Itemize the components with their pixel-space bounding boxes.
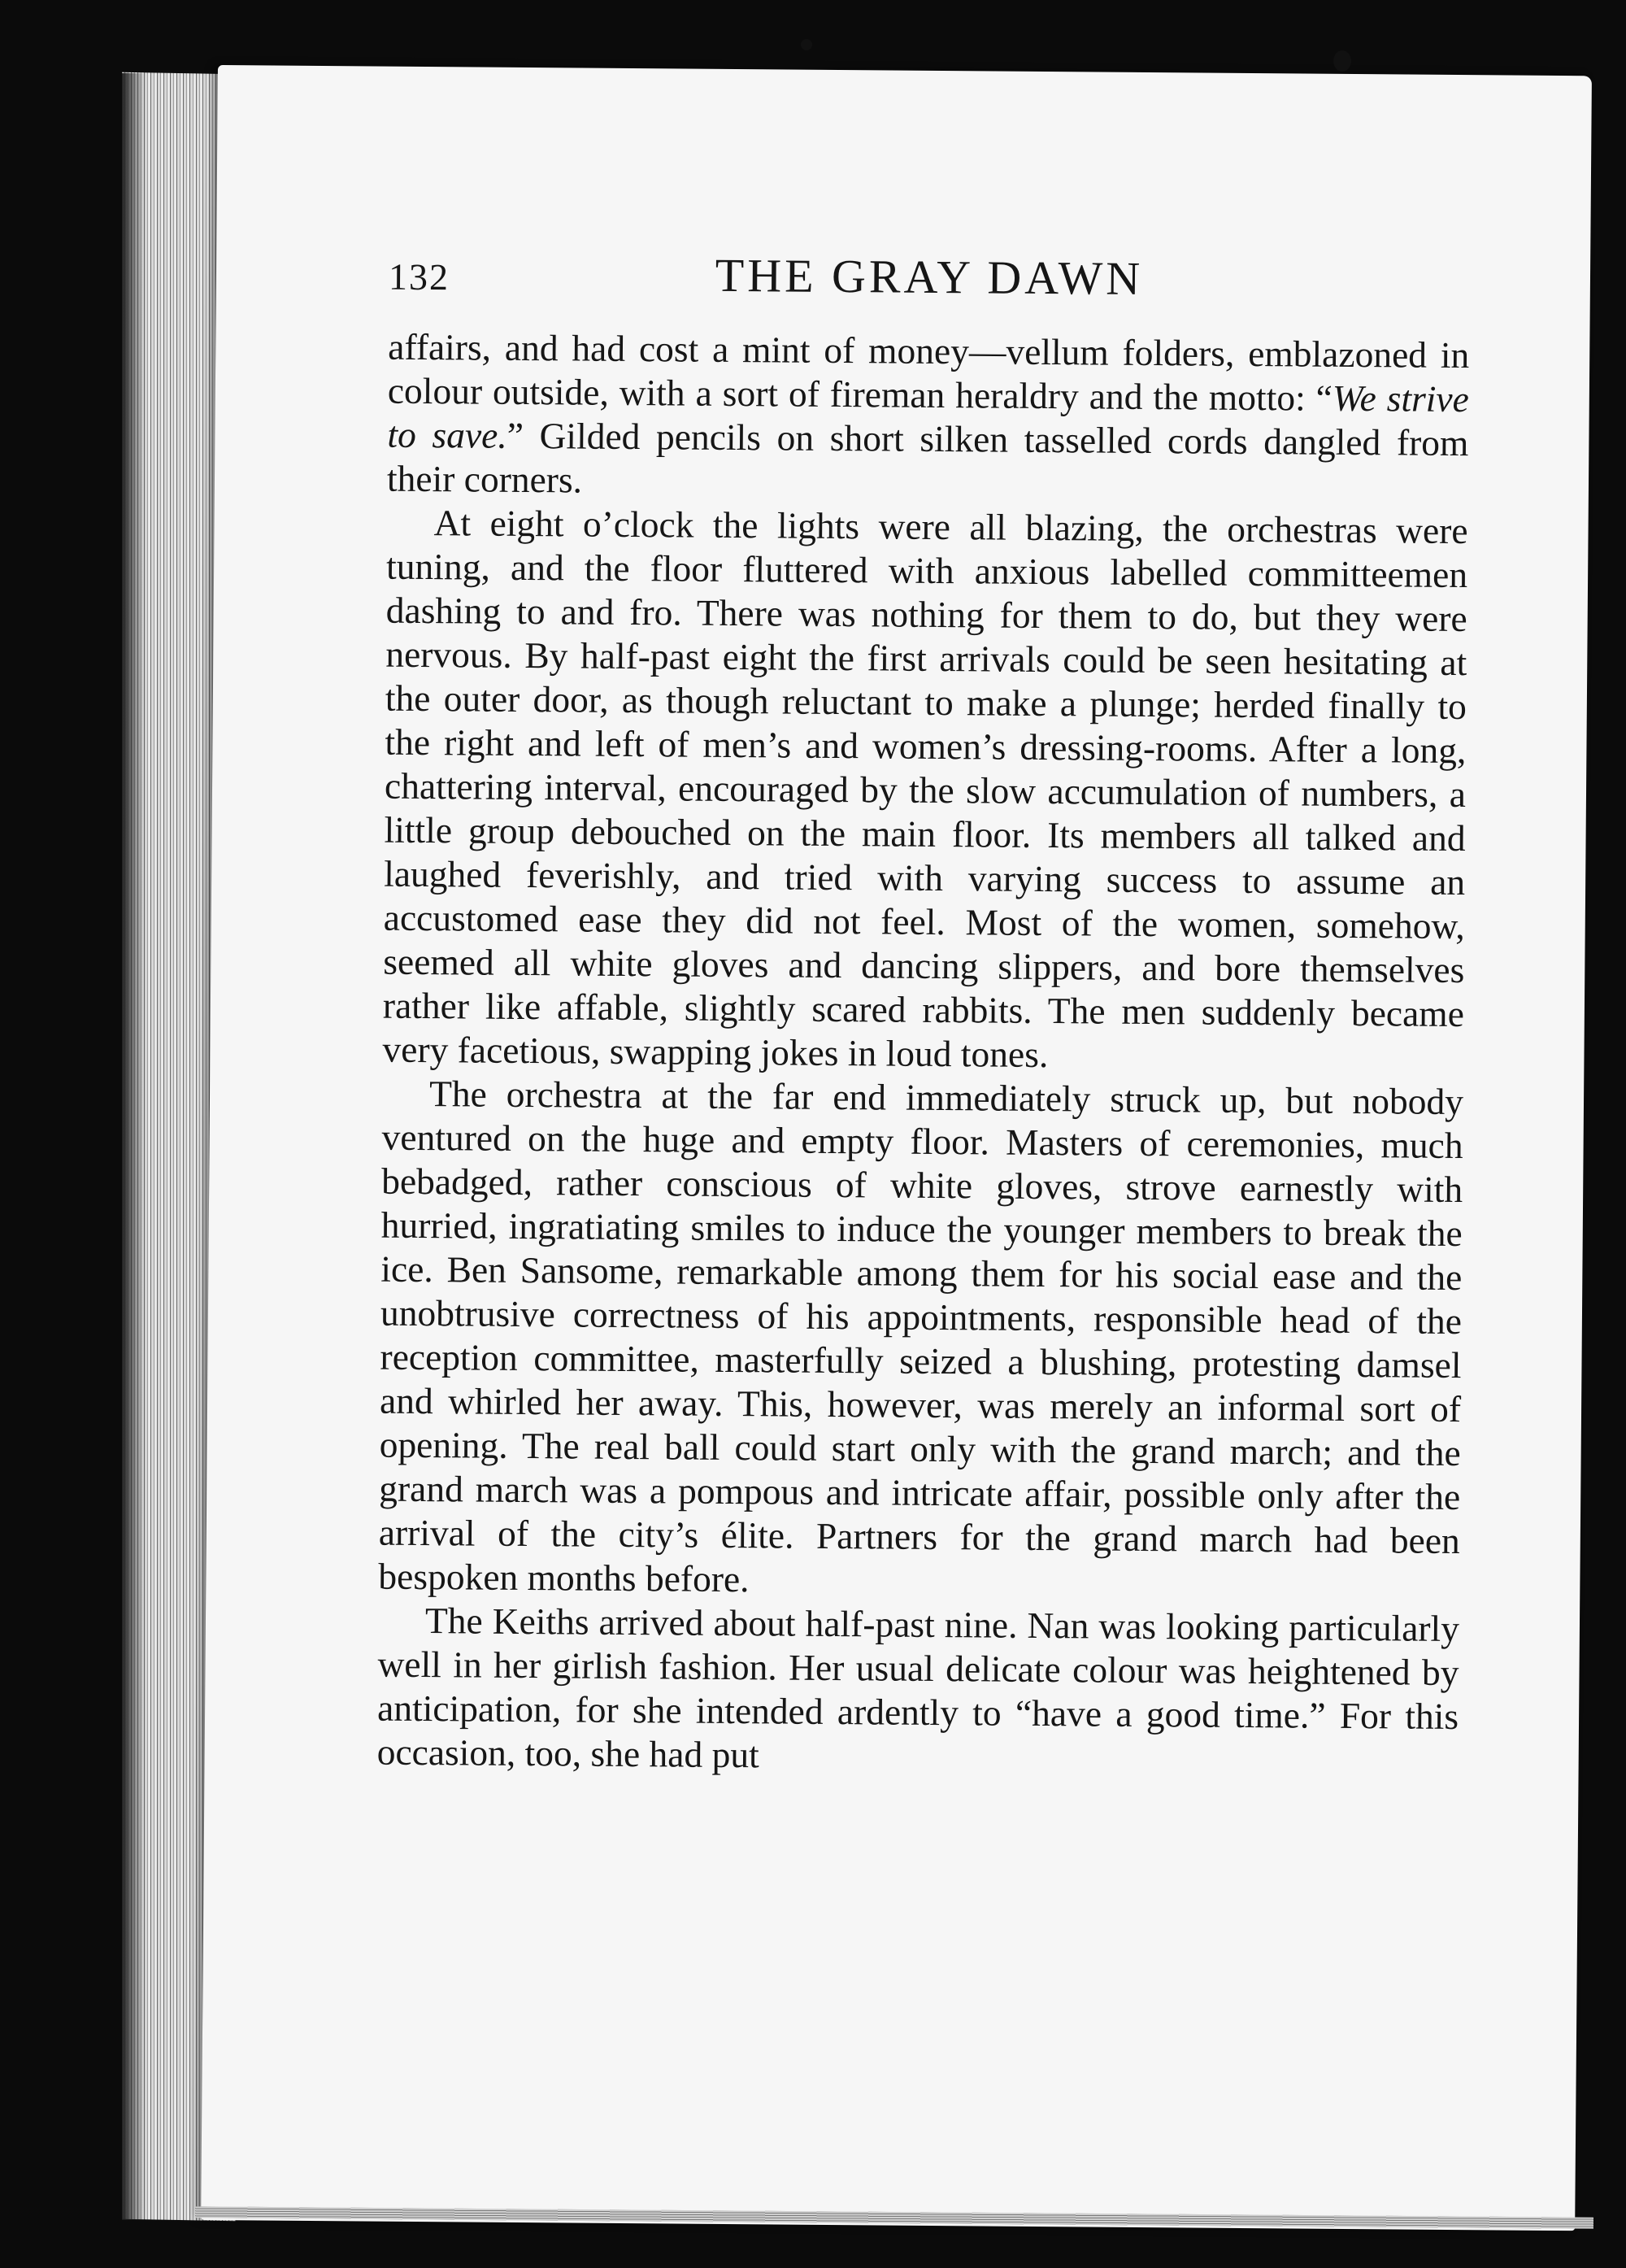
paragraph [377, 1599, 1460, 1783]
scan-speck [801, 39, 812, 50]
italic-motto: We strive to save. [387, 377, 1470, 456]
running-head [389, 246, 1471, 327]
scan-speck [1333, 50, 1351, 72]
text-run: The Keiths arrived about half-past nine. Nan was looking particularly well in her girlish fashion. Her usual delicate colour was heightened by anticipation, for she intended ardently to “have a good time.” For this occasion, too, she had put [376, 1600, 1460, 1776]
text-run: affairs, and had cost a mint of money—vellum folders, emblazoned in colour outside, with a sort of fireman heraldry and the motto: “ [387, 325, 1470, 419]
paragraph [387, 325, 1470, 509]
page-number: 132 [388, 255, 450, 298]
text-run: ” Gilded pencils on short silken tasselled cords dangled from their corners. [386, 414, 1469, 501]
text-run: At eight o’clock the lights were all blazing, the orchestras were tuning, and the floor fluttered with anxious labelled committeemen dashing to and fro. There was nothing for them to do, but they were nervous. By half-past eight the first arrivals could be seen hesitating at the outer door, as though reluctant to make a plunge; herded finally to the right and left of men’s and women’s dressing-rooms. After a long, chattering interval, encouraged by the slow accumulation of numbers, a little group debouched on the main floor. Its members all talked and laughed feverishly, and tried with varying success to assume an accustomed ease they did not feel. Most of the women, somehow, seemed all white gloves and dancing slippers, and bore themselves rather like affable, slightly scared rabbits. The men suddenly became very facetious, swapping jokes in loud tones. [382, 502, 1468, 1076]
page-sheet [201, 65, 1592, 2231]
spine-shadow [122, 73, 146, 2221]
page-content [377, 246, 1471, 1783]
body-text [377, 325, 1470, 1783]
paragraph [382, 501, 1467, 1080]
paragraph [378, 1072, 1463, 1607]
page-title: THE GRAY DAWN [715, 248, 1144, 305]
text-run: The orchestra at the far end immediately struck up, but nobody ventured on the huge and empty floor. Masters of ceremonies, much bebadged, rather conscious of white gloves, strove earnestly with hurried, ingratiating smiles to induce the younger members to break the ice. Ben Sansome, remarkable among them for his social ease and the unobtrusive correctness of his appointments, responsible head of the reception committee, masterfully seized a blushing, protesting damsel and whirled her away. This, however, was merely an informal sort of opening. The real ball could start only with the grand march; and the grand march was a pompous and intricate affair, possible only after the arrival of the city’s élite. Partners for the grand march had been bespoken months before. [378, 1073, 1464, 1600]
